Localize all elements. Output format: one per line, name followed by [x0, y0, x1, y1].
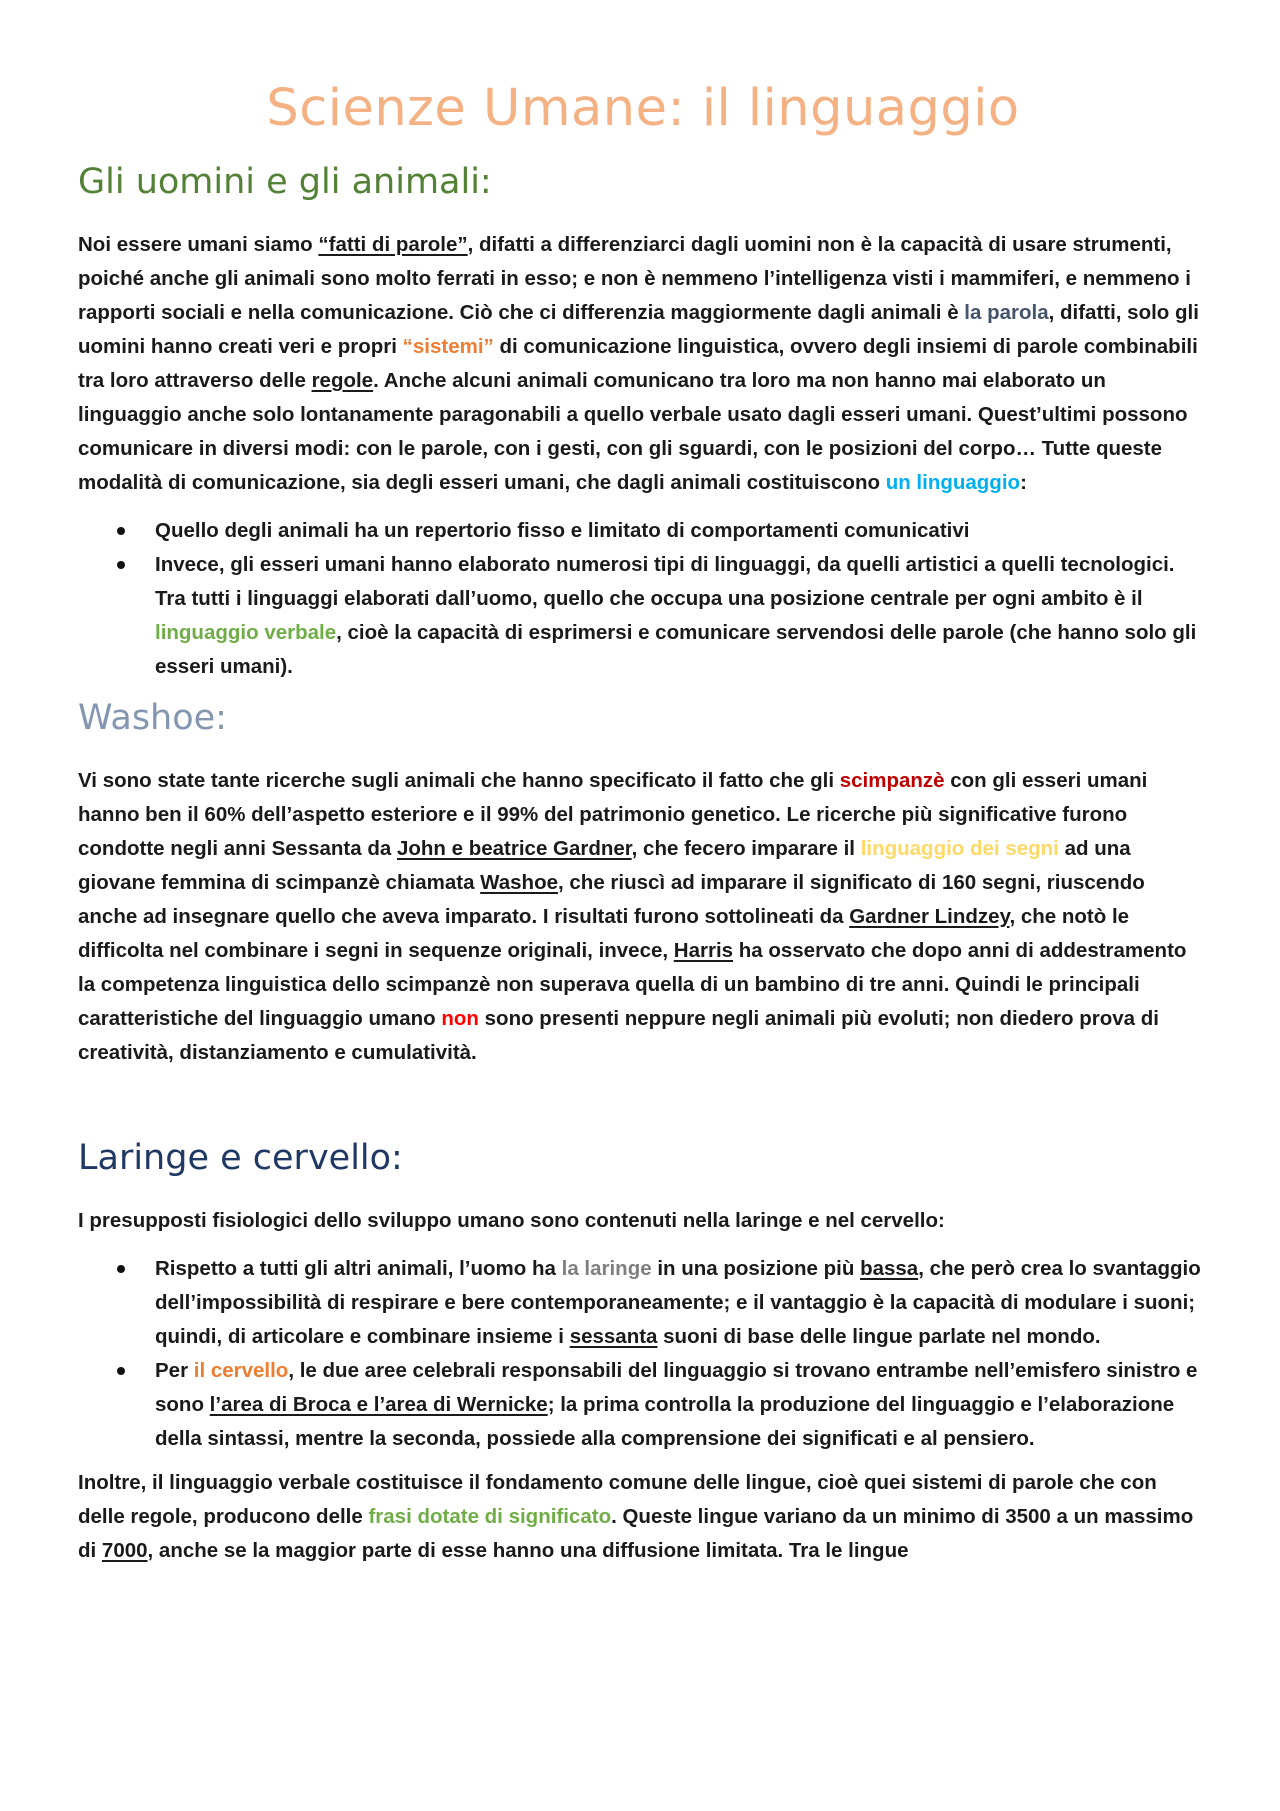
underlined-sessanta: sessanta [569, 1325, 658, 1348]
text-run: , che notò le difficolta nel combinare i segni in sequenze originali, invece, [78, 905, 1130, 962]
document-content [78, 72, 1208, 1582]
list-item [155, 1252, 1208, 1354]
text-run: , difatti, solo gli uomini hanno creati veri e propri [78, 301, 1199, 358]
highlight-la-parola: la parola [964, 301, 1049, 324]
underlined-gardner-lindzey: Gardner Lindzey [849, 905, 1010, 928]
text-run: sono presenti neppure negli animali più evoluti; non diedero prova di creatività, distanziamento e cumulatività. [78, 1007, 1159, 1064]
text-run: , difatti a differenziarci dagli uomini non è la capacità di usare strumenti, poiché anche gli animali sono molto ferrati in esso; e non è nemmeno l’intelligenza visti i mammiferi, e nemmeno i rapporti sociali e nella comunicazione. Ciò che ci differenzia maggiormente dagli animali è [78, 233, 1191, 324]
highlight-la-laringe: la laringe [561, 1257, 652, 1280]
text-run: in una posizione più [651, 1257, 861, 1280]
text-run: ha osservato che dopo anni di addestramento la competenza linguistica dello scimpanzè non superava quella di un bambino di tre anni. Quindi le principali caratteristiche del linguaggio umano [78, 939, 1187, 1030]
underlined-regole: regole [311, 369, 374, 392]
underlined-fatti-di-parole: “fatti di parole” [318, 233, 468, 256]
paragraph-lingue [78, 1466, 1208, 1568]
text-run: Noi essere umani siamo [78, 233, 319, 256]
highlight-non: non [441, 1007, 479, 1030]
text-run: , che fecero imparare il [631, 837, 861, 860]
text-run: ; la prima controlla la produzione del linguaggio e l’elaborazione della sintassi, mentre la seconda, possiede alla comprensione dei significati e al pensiero. [155, 1393, 1175, 1450]
highlight-un-linguaggio: un linguaggio [885, 471, 1021, 494]
text-run: Inoltre, il linguaggio verbale costituisce il fondamento comune delle lingue, cioè quei sistemi di parole che con delle regole, producono delle [78, 1471, 1157, 1528]
text-run: Rispetto a tutti gli altri animali, l’uomo ha [155, 1257, 562, 1280]
paragraph-presupposti: I presupposti fisiologici dello sviluppo umano sono contenuti nella laringe e nel cervello: [78, 1209, 945, 1232]
underlined-gardner: John e beatrice Gardner [396, 837, 632, 860]
highlight-il-cervello: il cervello [193, 1359, 289, 1382]
highlight-linguaggio-dei-segni: linguaggio dei segni [860, 837, 1059, 860]
text-run: . Queste lingue variano da un minimo di 3500 a un massimo di [78, 1505, 1194, 1562]
text-run: : [1020, 471, 1027, 494]
text-run: , cioè la capacità di esprimersi e comunicare servendosi delle parole (che hanno solo gli esseri umani). [155, 621, 1197, 678]
text-run: con gli esseri umani hanno ben il 60% dell’aspetto esteriore e il 99% del patrimonio genetico. Le ricerche più significative furono condotte negli anni Sessanta da [78, 769, 1148, 860]
section-heading-laringe-cervello: Laringe e cervello: [78, 1138, 403, 1178]
paragraph-fatti-di-parole [78, 228, 1208, 500]
highlight-scimpanze: scimpanzè [839, 769, 945, 792]
text-run: , le due aree celebrali responsabili del linguaggio si trovano entrambe nell’emisfero sinistro e sono [155, 1359, 1198, 1416]
underlined-7000: 7000 [101, 1539, 148, 1562]
list-item: Quello degli animali ha un repertorio fisso e limitato di comportamenti comunicativi [155, 514, 1208, 548]
list-item [155, 548, 1208, 684]
text-run: . Anche alcuni animali comunicano tra loro ma non hanno mai elaborato un linguaggio anche solo lontanamente paragonabili a quello verbale usato dagli esseri umani. Quest’ultimi possono comunicare in diversi modi: con le parole, con i gesti, con gli sguardi, con le posizioni del corpo… Tutte queste modalità di comunicazione, sia degli esseri umani, che dagli animali costituiscono [78, 369, 1188, 494]
list-item [155, 1354, 1208, 1456]
underlined-harris: Harris [673, 939, 734, 962]
highlight-sistemi: “sistemi” [402, 335, 494, 358]
text-run: Vi sono state tante ricerche sugli animali che hanno specificato il fatto che gli [78, 769, 840, 792]
highlight-frasi-dotate: frasi dotate di significato [368, 1505, 612, 1528]
bullet-list-laringe-cervello [78, 1252, 1208, 1456]
page-title: Scienze Umane: il linguaggio [266, 79, 1020, 138]
underlined-bassa: bassa [860, 1257, 919, 1280]
text-run: , anche se la maggior parte di esse hanno una diffusione limitata. Tra le lingue [147, 1539, 909, 1562]
text-run: ad una giovane femmina di scimpanzè chiamata [78, 837, 1131, 894]
text-run: , che riuscì ad imparare il significato di 160 segni, riuscendo anche ad insegnare quello che aveva imparato. I risultati furono sottolineati da [78, 871, 1145, 928]
text-run: , che però crea lo svantaggio dell’impossibilità di respirare e bere contemporaneamente; e il vantaggio è la capacità di modulare i suoni; quindi, di articolare e combinare insieme i [155, 1257, 1201, 1348]
section-heading-washoe: Washoe: [78, 698, 227, 738]
underlined-broca-wernicke: l’area di Broca e l’area di Wernicke [209, 1393, 548, 1416]
paragraph-washoe [78, 764, 1208, 1070]
highlight-linguaggio-verbale: linguaggio verbale [155, 621, 337, 644]
underlined-washoe: Washoe [480, 871, 559, 894]
bullet-list-linguaggi [78, 514, 1208, 684]
section-heading-uomini-animali: Gli uomini e gli animali: [78, 162, 492, 202]
text-run: Invece, gli esseri umani hanno elaborato numerosi tipi di linguaggi, da quelli artistici a quelli tecnologici. Tra tutti i linguaggi elaborati dall’uomo, quello che occupa una posizione centrale per ogni ambito è il [155, 553, 1175, 610]
text-run: di comunicazione linguistica, ovvero degli insiemi di parole combinabili tra loro attraverso delle [78, 335, 1198, 392]
text-run: suoni di base delle lingue parlate nel mondo. [657, 1325, 1101, 1348]
text-run: Per [155, 1359, 194, 1382]
